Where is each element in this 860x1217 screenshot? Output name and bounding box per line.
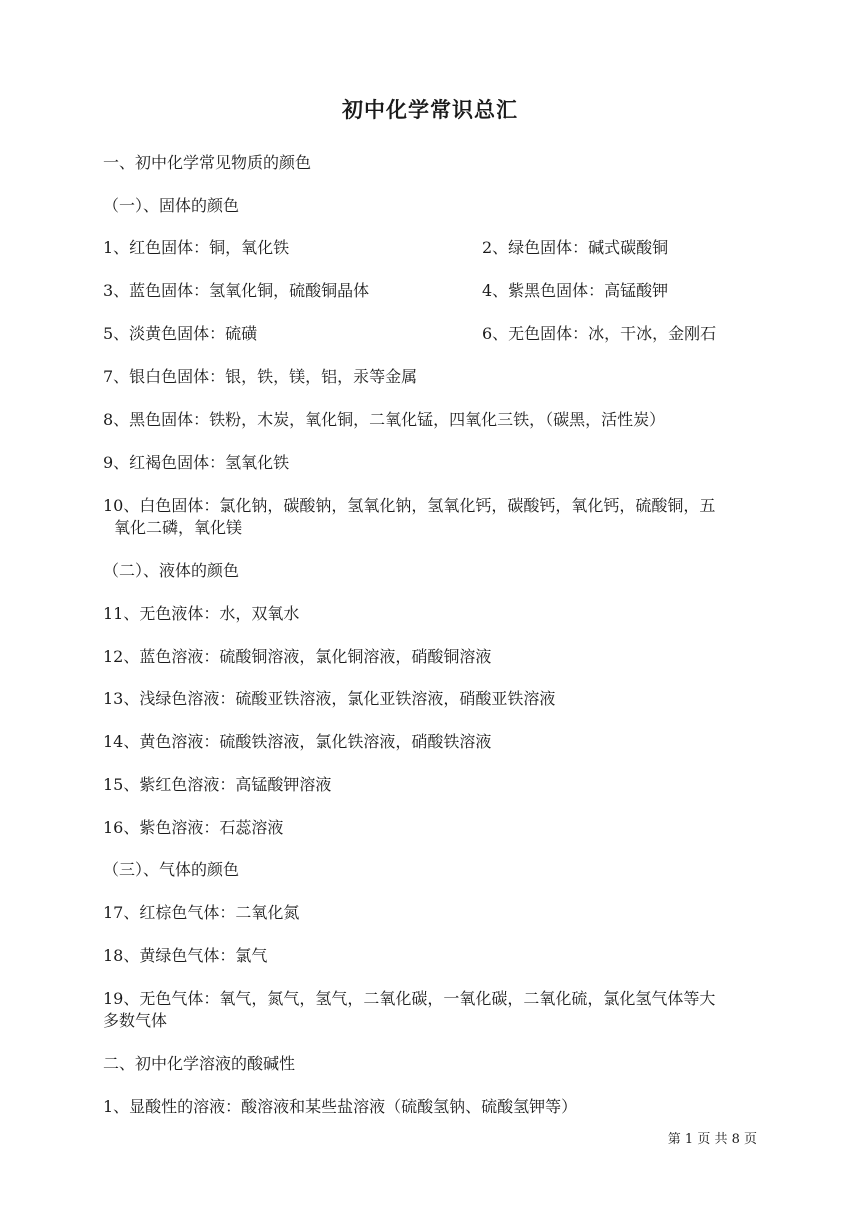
list-item: [103, 495, 763, 539]
list-item-continuation: 氧化二磷，氧化镁: [114, 518, 243, 537]
section-heading: 一、初中化学常见物质的颜色: [103, 153, 312, 172]
list-item: [103, 988, 763, 1032]
list-item: 14、黄色溶液：硫酸铁溶液，氯化铁溶液，硝酸铁溶液: [103, 732, 492, 751]
list-item: 11、无色液体：水，双氧水: [103, 604, 300, 623]
list-item-text: 19、无色气体：氧气，氮气，氢气，二氧化碳，一氧化碳，二氧化硫，氯化氢气体等大: [103, 989, 716, 1008]
document-title: 初中化学常识总汇: [342, 97, 518, 122]
list-item: 17、红棕色气体：二氧化氮: [103, 903, 300, 922]
subsection-heading: （三）、气体的颜色: [103, 860, 240, 879]
subsection-heading: （一）、固体的颜色: [103, 196, 240, 215]
subsection-heading: （二）、液体的颜色: [103, 561, 240, 580]
list-item: 16、紫色溶液：石蕊溶液: [103, 818, 284, 837]
list-item: 5、淡黄色固体：硫磺: [103, 324, 258, 343]
list-item: 8、黑色固体：铁粉，木炭，氧化铜，二氧化锰，四氧化三铁，（碳黑，活性炭）: [103, 410, 666, 429]
list-item: 7、银白色固体：银，铁，镁，铝，汞等金属: [103, 367, 418, 386]
list-item: 13、浅绿色溶液：硫酸亚铁溶液，氯化亚铁溶液，硝酸亚铁溶液: [103, 689, 556, 708]
list-item: 18、黄绿色气体：氯气: [103, 946, 268, 965]
list-item-continuation: 多数气体: [103, 1011, 168, 1030]
list-item: 2、绿色固体：碱式碳酸铜: [482, 238, 669, 257]
list-item: 3、蓝色固体：氢氧化铜，硫酸铜晶体: [103, 281, 370, 300]
list-item: 15、紫红色溶液：高锰酸钾溶液: [103, 775, 332, 794]
list-item: 6、无色固体：冰，干冰，金刚石: [482, 324, 717, 343]
list-item-text: 10、白色固体：氯化钠，碳酸钠，氢氧化钠，氢氧化钙，碳酸钙，氧化钙，硫酸铜，五: [103, 496, 716, 515]
list-item: 4、紫黑色固体：高锰酸钾: [482, 281, 669, 300]
section-heading: 二、初中化学溶液的酸碱性: [103, 1054, 296, 1073]
list-item: 1、红色固体：铜，氧化铁: [103, 238, 290, 257]
list-item: 12、蓝色溶液：硫酸铜溶液，氯化铜溶液，硝酸铜溶液: [103, 647, 492, 666]
list-item: 9、红褐色固体：氢氧化铁: [103, 453, 290, 472]
page-number: 第 1 页 共 8 页: [667, 1132, 757, 1147]
list-item: 1、显酸性的溶液：酸溶液和某些盐溶液（硫酸氢钠、硫酸氢钾等）: [103, 1097, 578, 1116]
